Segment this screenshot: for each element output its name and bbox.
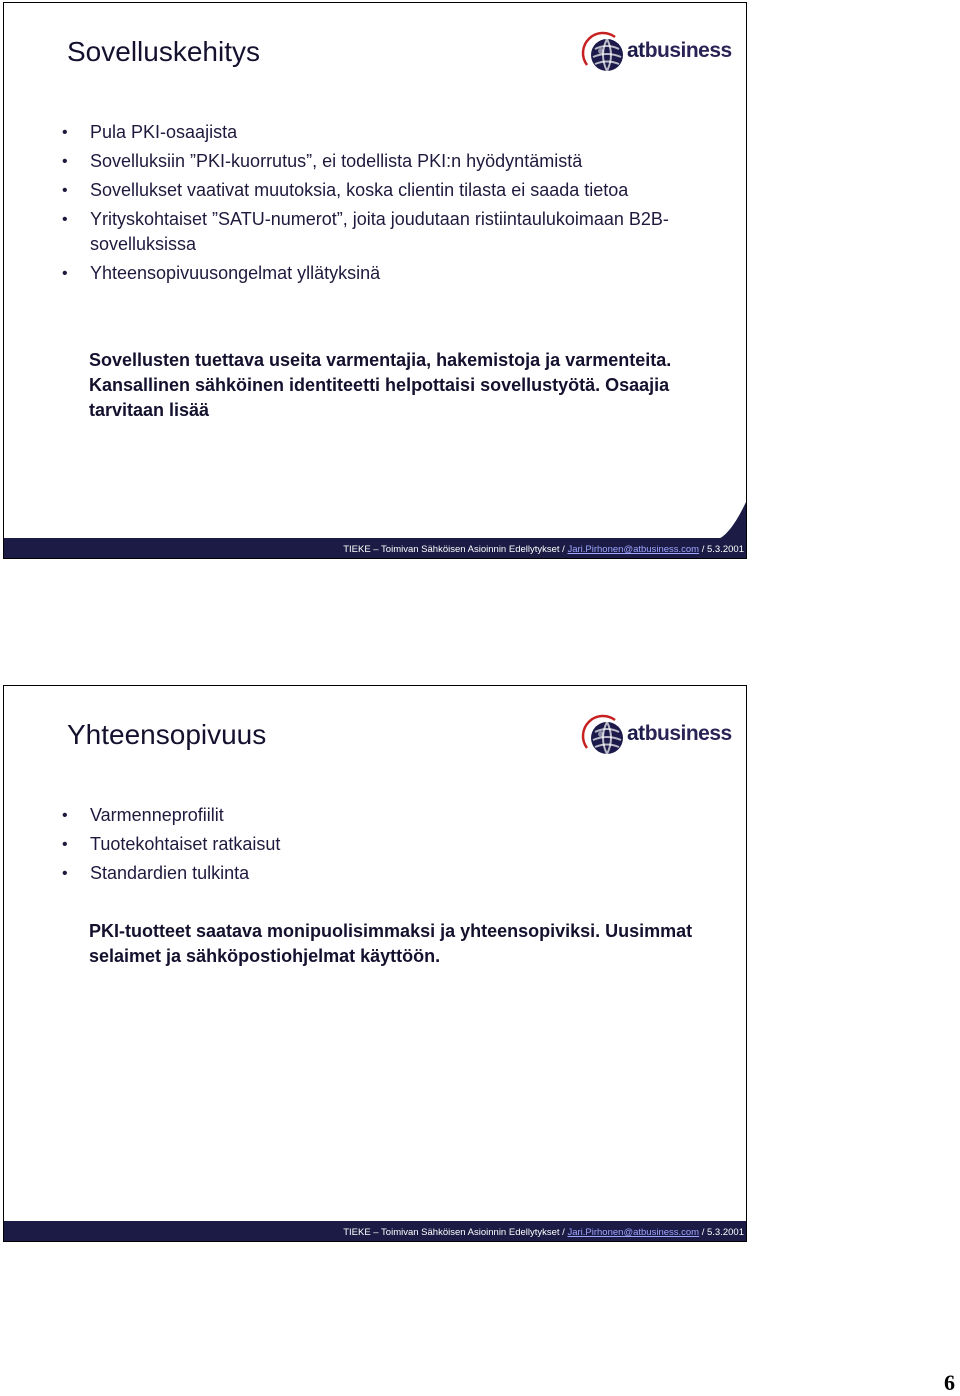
bullet-icon: • (62, 124, 68, 141)
atbusiness-logo (581, 714, 732, 762)
conclusion-text: PKI-tuotteet saatava monipuolisimmaksi ja yhteensopiviksi. Uusimmat selaimet ja sähköpostiohjelmat käyttöön. (89, 921, 693, 966)
bullet-list (62, 120, 682, 290)
bullet-item: • Varmenneprofiilit (62, 803, 682, 828)
bullet-icon: • (62, 182, 68, 199)
footer-text: TIEKE – Toimivan Sähköisen Asioinnin Edellytykset / Jari.Pirhonen@atbusiness.com / 5.3.2001 (343, 544, 744, 555)
slide-sovelluskehitys (3, 2, 747, 559)
bullet-icon: • (62, 265, 68, 282)
bullet-item: • Yrityskohtaiset ”SATU-numerot”, joita joudutaan ristiintaulukoimaan B2B-sovelluksissa (62, 209, 669, 254)
bullet-icon: • (62, 836, 68, 853)
footer-email-link[interactable]: Jari.Pirhonen@atbusiness.com (567, 544, 700, 555)
bullet-icon: • (62, 211, 68, 228)
footer-bar (4, 1221, 746, 1241)
atbusiness-logo (581, 31, 732, 79)
bullet-item: • Pula PKI-osaajista (62, 120, 682, 145)
footer-wedge-decoration (716, 502, 746, 540)
footer-bar (4, 538, 746, 558)
slide-title: Yhteensopivuus (67, 719, 267, 750)
page-number: 6 (944, 1370, 955, 1395)
globe-icon (581, 714, 629, 762)
bullet-item: • Sovelluksiin ”PKI-kuorrutus”, ei todellista PKI:n hyödyntämistä (62, 149, 682, 174)
logo-wordmark: atbusiness (627, 39, 732, 62)
bullet-item: • Sovellukset vaativat muutoksia, koska clientin tilasta ei saada tietoa (62, 178, 682, 203)
bullet-icon: • (62, 807, 68, 824)
slide-yhteensopivuus (3, 685, 747, 1242)
footer-email-link[interactable]: Jari.Pirhonen@atbusiness.com (567, 1227, 700, 1238)
bullet-icon: • (62, 865, 68, 882)
globe-icon (581, 31, 629, 79)
logo-wordmark: atbusiness (627, 722, 732, 745)
conclusion-text: Sovellusten tuettava useita varmentajia, hakemistoja ja varmenteita. Kansallinen sähköinen identiteetti helpottaisi sovellustyötä. Osaajia tarvitaan lisää (89, 350, 672, 420)
bullet-item: • Yhteensopivuusongelmat yllätyksinä (62, 261, 682, 286)
bullet-item: • Standardien tulkinta (62, 861, 682, 886)
slide-title: Sovelluskehitys (67, 36, 260, 67)
bullet-list (62, 803, 682, 890)
bullet-item: • Tuotekohtaiset ratkaisut (62, 832, 682, 857)
footer-text: TIEKE – Toimivan Sähköisen Asioinnin Edellytykset / Jari.Pirhonen@atbusiness.com / 5.3.2001 (343, 1227, 744, 1238)
bullet-icon: • (62, 153, 68, 170)
